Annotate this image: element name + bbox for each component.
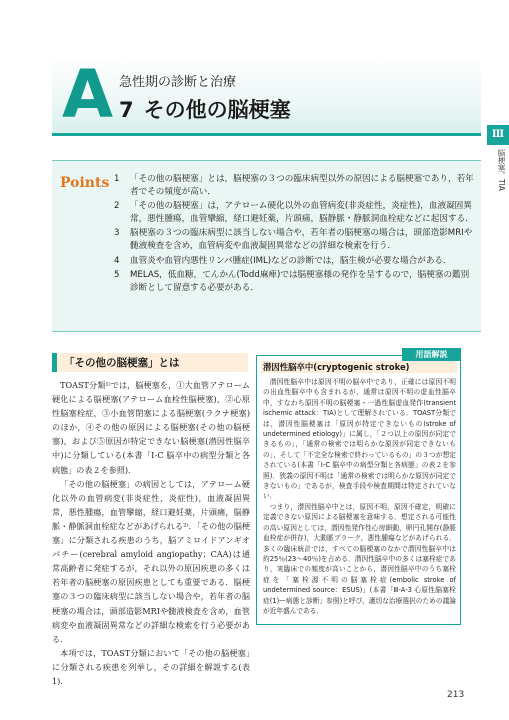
point-text: 「その他の脳梗塞」とは，脳梗塞の３つの臨床病型以外の原因による脳梗塞であり，若年者でその頻度が高い．	[130, 174, 474, 197]
body-paragraph: TOAST分類¹⁾では，脳梗塞を，①大血管アテローム硬化による脳梗塞(アテローム血栓性脳梗塞)，②心原性脳塞栓症，③小血管閉塞による脳梗塞(ラクナ梗塞)のほか，④その他の原因による脳梗塞(その他の脳梗塞)，および⑤原因が特定できない脳梗塞(潜因性脳卒中)に分類している(本書「Ⅰ-C 脳卒中の病型分類と各病態」の表２を参照)．	[52, 380, 250, 475]
section-letter: A	[62, 56, 112, 133]
page-number: 213	[447, 690, 465, 700]
glossary-box	[256, 350, 461, 625]
points-label: Points	[60, 175, 110, 191]
point-item	[114, 269, 476, 294]
side-index-tab	[487, 125, 509, 213]
section-subtitle: 急性期の診断と治療	[119, 75, 237, 90]
point-item	[114, 173, 476, 198]
points-list	[114, 173, 476, 296]
chapter-number: 7	[119, 98, 134, 122]
points-box	[52, 160, 481, 332]
chapter-title-text: その他の脳梗塞	[143, 98, 291, 122]
point-number: 4	[114, 255, 120, 266]
point-text: 「その他の脳梗塞」は，アテローム硬化以外の血管病変(非炎症性，炎症性)，血液凝固異常，悪性腫瘍，血管攣縮，経口避妊薬，片頭痛，脳静脈・静脈洞血栓症などに起因する．	[130, 201, 474, 224]
glossary-tag: 用語解説	[402, 348, 461, 361]
chapter-title	[119, 94, 291, 124]
point-item	[114, 255, 476, 268]
glossary-paragraph: つまり，潜因性脳卒中とは，原因不明，原因不確定，明確に定義できない原因による脳梗塞を意味する．想定される可能性の高い原因としては，潜因性発作性心房細動，卵円孔開存(静脈血栓症が併存)，大動脈プラーク，悪性腫瘍などがあげられる．多くの臨床統計では，すべての脳梗塞のなかで潜因性脳卒中は約25％(23〜40％)を占める．潜因性脳卒中の多くは塞栓症であり，実臨床での頻度が高いことから，潜因性脳卒中のうち塞栓症を「塞栓源不明の脳塞栓症(embolic stroke of undetermined source：ESUS)」(本書「Ⅲ-A-3 心原性脳塞栓症(1)—病態と診断」参照)と呼び，適切な治療選択のための議論が近年盛んである．	[263, 502, 456, 615]
glossary-body	[263, 377, 456, 616]
point-item	[114, 227, 476, 252]
point-text: MELAS，低血糖，てんかん(Todd麻痺)では脳梗塞様の発作を呈するので，脳梗塞の鑑別診断として留意する必要がある．	[130, 270, 470, 293]
point-text: 血管炎や血管内悪性リンパ腫症(IML)などの診断では，脳生検が必要な場合がある．	[130, 255, 452, 266]
point-item	[114, 200, 476, 225]
body-text-column	[52, 378, 250, 688]
point-text: 脳梗塞の３つの臨床病型に該当しない場合や，若年者の脳梗塞の場合は，頭部造影MRIや髄液検査を含め，血管病変や血液凝固異常などの詳細な検索を行う．	[130, 228, 473, 251]
section-heading-text: 「その他の脳梗塞」とは	[64, 357, 180, 369]
section-heading	[52, 353, 248, 372]
body-paragraph: 本項では，TOAST分類において「その他の脳梗塞」に分類される疾患を列挙し，その詳細を解説する(表1)．	[52, 647, 250, 686]
point-number: 1	[114, 174, 120, 184]
chapter-header	[52, 56, 481, 136]
point-number: 2	[114, 201, 120, 212]
point-number: 3	[114, 228, 120, 239]
body-paragraph: 「その他の脳梗塞」の病因としては，アテローム硬化以外の血管病変(非炎症性，炎症性)，血液凝固異常，悪性腫瘍，血管攣縮，経口避妊薬，片頭痛，脳静脈・静脈洞血栓症などがあげられる²⁾．「その他の脳梗塞」に分類される疾患のうち，脳アミロイドアンギオパチー(cerebral amyloid angiopathy；CAA)は通常高齢者に発症するが，それ以外の原因疾患の多くは若年者の脳梗塞の原因疾患としても重要である．脳梗塞の３つの臨床病型に該当しない場合や，若年者の脳梗塞の場合は，頭部造影MRIや髄液検査を含め，血管病変や血液凝固異常などの詳細な検索を行う必要がある．	[52, 478, 250, 644]
glossary-paragraph: 潜因性脳卒中は原因不明の脳卒中であり，正確には原因不明の出血性脳卒中も含まれるが，通常は原因不明の虚血性脳卒中，すなわち原因不明の脳梗塞・一過性脳虚血発作(transient ischemic attack：TIA)として理解されている．TOAST分類では，潜因性脳梗塞は「原因が特定できないもの(stroke of undetermined etiology)」に属し，「２つ以上の原因が同定できるもの」，「通常の検索では明らかな原因が同定できないもの」，そして「不完全な検索で終わっているもの」の３つが想定されている(本書「Ⅰ-C 脳卒中の病型分類と各病態」の表２を参照)．狭義の原因不明は「通常の検索では明らかな原因が同定できないもの」であるが，検査手段や検査期間は特定されていない．	[263, 378, 456, 501]
glossary-title: 潜因性脳卒中(cryptogenic stroke)	[261, 361, 457, 373]
point-number: 5	[114, 270, 120, 281]
part-number-badge: Ⅲ	[487, 125, 509, 145]
part-label: 脳梗塞，TIA	[497, 149, 506, 191]
